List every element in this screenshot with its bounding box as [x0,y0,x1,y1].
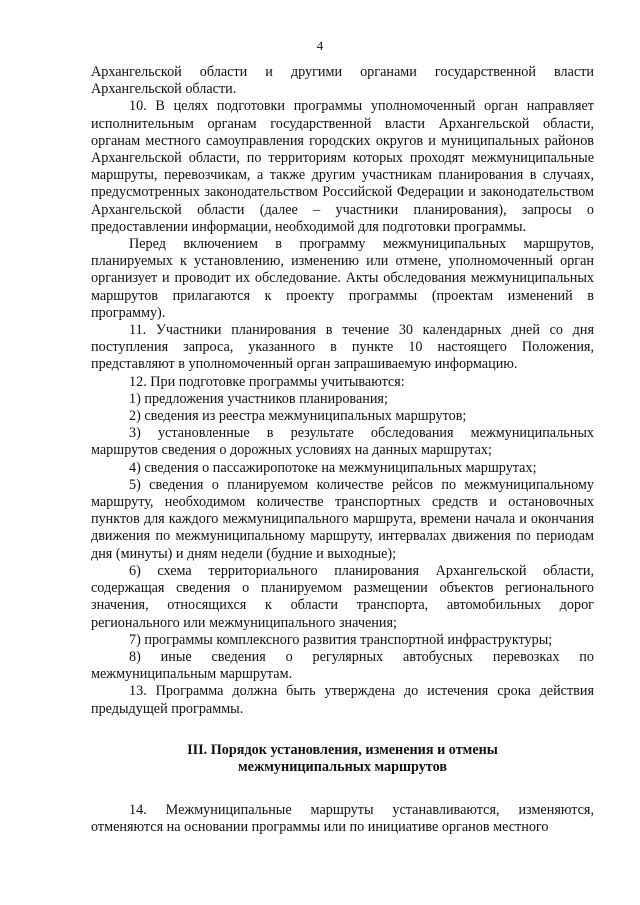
paragraph: 7) программы комплексного развития транспортной инфраструктуры; [129,631,553,648]
paragraph: Перед включением в программу межмуниципальных маршрутов, планируемых к установлению, изменению или отмене, уполномоченный орган организует и проводит их обследование. Акты обследования межмуниципальных маршрутов прилагаются к проекту программы (проектам изменений в программу). [91,236,594,321]
paragraph: 8) иные сведения о регулярных автобусных перевозках по межмуниципальным маршрутам. [91,648,594,683]
paragraph: 5) сведения о планируемом количестве рейсов по межмуниципальному маршруту, необходимом количестве транспортных средств и остановочных пунктов для каждого межмуниципального маршрута, времени начала и окончания движения по межмуниципальному маршруту, интервалах движения по периодам дня (минуты) и дням недели (будние и выходные); [91,476,594,562]
page-number: 4 [316,38,324,53]
paragraphs-after-heading [91,802,594,836]
paragraph: 3) установленные в результате обследования межмуниципальных маршрутов сведения о дорожных условиях на данных маршрутах; [91,425,594,459]
paragraph: 6) схема территориального планирования Архангельской области, содержащая сведения о планируемом размещении объектов регионального значения, относящихся к области транспорта, автомобильных дорог регионального или межмуниципального значения; [91,562,594,631]
paragraph: 1) предложения участников планирования; [129,390,388,407]
paragraph: 4) сведения о пассажиропотоке на межмуниципальных маршрутах; [129,459,537,476]
document-body [91,64,594,836]
paragraph: 14. Межмуниципальные маршруты устанавливаются, изменяются, отменяются на основании программы или по инициативе органов местного [91,801,594,835]
paragraph: 10. В целях подготовки программы уполномоченный орган направляет исполнительным органам государственной власти Архангельской области, органам местного самоуправления городских округов и муниципальных районов Архангельской области, по территориям которых проходят межмуниципальные маршруты, перевозчикам, а также другим участникам планирования в случаях, предусмотренных законодательством Российской Федерации и законодательством Архангельской области (далее – участники планирования), запросы о предоставлении информации, необходимой для подготовки программы. [91,98,594,235]
paragraph: Архангельской области и другими органами государственной власти Архангельской области. [91,64,594,98]
paragraph: 13. Программа должна быть утверждена до истечения срока действия предыдущей программы. [91,683,594,717]
section-heading-line-1: III. Порядок установления, изменения и отмены [187,741,498,758]
paragraphs-before-heading [91,64,594,718]
paragraph: 11. Участники планирования в течение 30 календарных дней со дня поступления запроса, указанного в пункте 10 настоящего Положения, представляют в уполномоченный орган запрашиваемую информацию. [91,322,594,373]
section-heading-line-2: межмуниципальных маршрутов [238,759,447,776]
section-heading [91,742,594,777]
paragraph: 12. При подготовке программы учитываются: [129,373,405,390]
paragraph: 2) сведения из реестра межмуниципальных маршрутов; [129,408,467,425]
